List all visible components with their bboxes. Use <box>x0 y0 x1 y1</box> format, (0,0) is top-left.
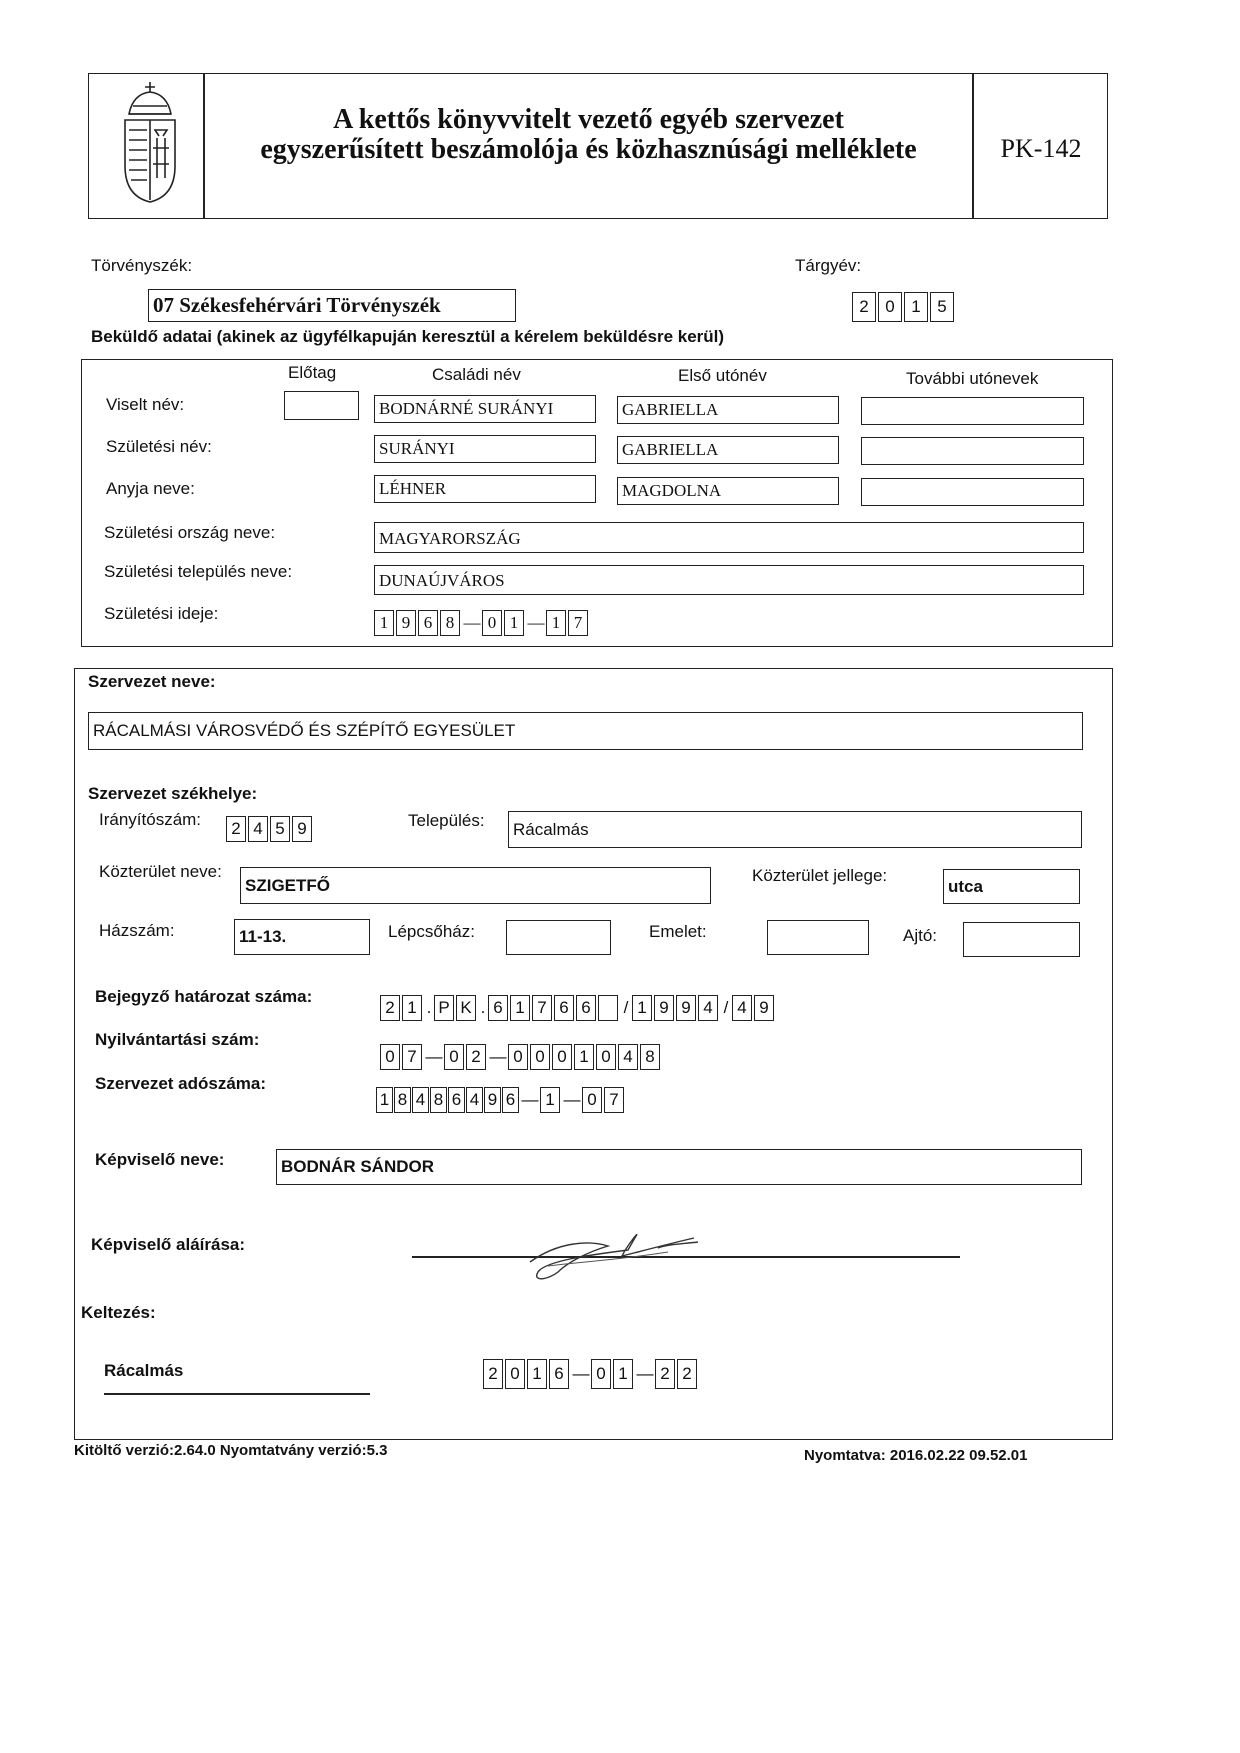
digit: 0 <box>591 1359 611 1389</box>
registry-number-label: Nyilvántartási szám: <box>95 1030 260 1049</box>
zip-label: Irányítószám: <box>99 810 202 829</box>
col-family-header: Családi név <box>432 365 521 384</box>
org-name-label: Szervezet neve: <box>88 672 216 691</box>
digit: 8 <box>430 1087 447 1113</box>
door-label: Ajtó: <box>903 926 938 945</box>
digit: 6 <box>549 1359 569 1389</box>
door-field[interactable] <box>963 922 1080 957</box>
date-separator: — <box>527 613 545 632</box>
representative-name-field[interactable]: BODNÁR SÁNDOR <box>276 1149 1082 1185</box>
digit: 6 <box>418 610 438 636</box>
street-label: Közterület neve: <box>99 862 222 881</box>
digit: 7 <box>568 610 588 636</box>
decision-separator: . <box>426 998 432 1017</box>
digit: 1 <box>546 610 566 636</box>
birth-name-label: Születési név: <box>106 437 212 456</box>
digit <box>598 995 618 1021</box>
worn-name-other-field[interactable] <box>861 397 1084 425</box>
tax-number-label: Szervezet adószáma: <box>95 1074 267 1093</box>
digit: 1 <box>510 995 530 1021</box>
form-title-line1: A kettős könyvvitelt vezető egyéb szervezet <box>333 104 844 135</box>
digit: 1 <box>374 610 394 636</box>
digit: 9 <box>754 995 774 1021</box>
decision-number-field[interactable] <box>380 993 776 1021</box>
digit: 1 <box>904 292 928 322</box>
org-seat-label: Szervezet székhelye: <box>88 784 258 803</box>
digit: 8 <box>640 1044 660 1070</box>
birth-name-first-field[interactable]: GABRIELLA <box>617 436 839 464</box>
mother-name-label: Anyja neve: <box>106 479 195 498</box>
digit: 1 <box>632 995 652 1021</box>
worn-name-label: Viselt név: <box>106 395 185 414</box>
worn-name-family-field[interactable]: BODNÁRNÉ SURÁNYI <box>374 395 596 423</box>
registry-number-field[interactable] <box>380 1042 662 1070</box>
mother-name-first-field[interactable]: MAGDOLNA <box>617 477 839 505</box>
tax-separator: — <box>521 1090 539 1109</box>
digit: 0 <box>596 1044 616 1070</box>
digit: 1 <box>613 1359 633 1389</box>
digit: 1 <box>376 1087 393 1113</box>
digit: 2 <box>677 1359 697 1389</box>
digit: 2 <box>483 1359 503 1389</box>
street-type-label: Közterület jellege: <box>752 866 888 885</box>
digit: 1 <box>540 1087 560 1113</box>
representative-name-label: Képviselő neve: <box>95 1150 225 1169</box>
digit: 4 <box>466 1087 483 1113</box>
digit: K <box>456 995 476 1021</box>
birth-date-field[interactable] <box>374 608 590 636</box>
digit: 0 <box>444 1044 464 1070</box>
digit: 9 <box>292 816 312 842</box>
digit: 0 <box>878 292 902 322</box>
tax-separator: — <box>563 1090 581 1109</box>
stair-label: Lépcsőház: <box>388 922 475 941</box>
mother-name-other-field[interactable] <box>861 478 1084 506</box>
tax-number-field[interactable] <box>376 1085 626 1113</box>
birth-country-field[interactable]: MAGYARORSZÁG <box>374 522 1084 553</box>
col-other-header: További utónevek <box>906 369 1039 388</box>
date-separator: — <box>463 613 481 632</box>
decision-separator: / <box>723 998 729 1017</box>
year-field[interactable] <box>852 292 956 322</box>
digit: 7 <box>402 1044 422 1070</box>
digit: 4 <box>248 816 268 842</box>
digit: 0 <box>582 1087 602 1113</box>
floor-field[interactable] <box>767 920 869 955</box>
footer-printed: Nyomtatva: 2016.02.22 09.52.01 <box>804 1447 1028 1464</box>
digit: 4 <box>618 1044 638 1070</box>
digit: 0 <box>505 1359 525 1389</box>
date-separator: — <box>636 1364 654 1383</box>
decision-number-label: Bejegyző határozat száma: <box>95 987 313 1006</box>
digit: 6 <box>576 995 596 1021</box>
digit: 6 <box>502 1087 519 1113</box>
digit: 5 <box>930 292 954 322</box>
handwritten-signature <box>518 1222 708 1292</box>
street-field[interactable]: SZIGETFŐ <box>240 867 711 904</box>
place-underline <box>104 1393 370 1395</box>
birth-place-label: Születési település neve: <box>104 562 293 581</box>
digit: 1 <box>574 1044 594 1070</box>
digit: 0 <box>380 1044 400 1070</box>
date-separator: — <box>572 1364 590 1383</box>
digit: 1 <box>504 610 524 636</box>
city-label: Település: <box>408 811 485 830</box>
city-field[interactable]: Rácalmás <box>508 811 1082 848</box>
zip-field[interactable] <box>226 814 314 842</box>
digit: 9 <box>484 1087 501 1113</box>
footer-version: Kitöltő verzió:2.64.0 Nyomtatvány verzió:5.3 <box>74 1442 388 1459</box>
registry-separator: — <box>425 1047 443 1066</box>
digit: 9 <box>396 610 416 636</box>
digit: 7 <box>604 1087 624 1113</box>
digit: 9 <box>676 995 696 1021</box>
birth-country-label: Születési ország neve: <box>104 523 276 542</box>
coat-of-arms-logo <box>115 78 185 208</box>
worn-name-first-field[interactable]: GABRIELLA <box>617 396 839 424</box>
org-name-field[interactable]: RÁCALMÁSI VÁROSVÉDŐ ÉS SZÉPÍTŐ EGYESÜLET <box>88 712 1083 750</box>
street-type-field[interactable]: utca <box>943 869 1080 904</box>
col-prefix-header: Előtag <box>288 363 337 382</box>
decision-separator: / <box>623 998 629 1017</box>
floor-label: Emelet: <box>649 922 707 941</box>
digit: 8 <box>394 1087 411 1113</box>
form-title-line2: egyszerűsített beszámolója és közhasznúsági melléklete <box>260 134 917 165</box>
digit: 0 <box>508 1044 528 1070</box>
digit: P <box>434 995 454 1021</box>
digit: 8 <box>440 610 460 636</box>
stair-field[interactable] <box>506 920 611 955</box>
digit: 4 <box>732 995 752 1021</box>
digit: 0 <box>552 1044 572 1070</box>
year-label: Tárgyév: <box>795 256 862 275</box>
digit: 6 <box>554 995 574 1021</box>
mother-name-family-field[interactable]: LÉHNER <box>374 475 596 503</box>
digit: 9 <box>654 995 674 1021</box>
digit: 7 <box>532 995 552 1021</box>
court-label: Törvényszék: <box>91 256 193 275</box>
digit: 5 <box>270 816 290 842</box>
birth-name-family-field[interactable]: SURÁNYI <box>374 435 596 463</box>
representative-signature-label: Képviselő aláírása: <box>91 1235 246 1254</box>
date-label: Keltezés: <box>81 1303 156 1322</box>
court-field[interactable]: 07 Székesfehérvári Törvényszék <box>148 289 516 322</box>
digit: 2 <box>226 816 246 842</box>
registry-separator: — <box>489 1047 507 1066</box>
birth-place-field[interactable]: DUNAÚJVÁROS <box>374 565 1084 595</box>
birth-date-label: Születési ideje: <box>104 604 219 623</box>
col-first-header: Első utónév <box>678 366 767 385</box>
house-number-label: Házszám: <box>99 921 175 940</box>
form-code: PK-142 <box>1000 134 1082 163</box>
digit: 0 <box>530 1044 550 1070</box>
digit: 2 <box>852 292 876 322</box>
house-number-field[interactable]: 11-13. <box>234 919 370 955</box>
digit: 2 <box>466 1044 486 1070</box>
digit: 1 <box>402 995 422 1021</box>
digit: 4 <box>412 1087 429 1113</box>
sender-heading: Beküldő adatai (akinek az ügyfélkapuján keresztül a kérelem beküldésre kerül) <box>91 327 725 346</box>
digit: 6 <box>488 995 508 1021</box>
birth-name-other-field[interactable] <box>861 437 1084 465</box>
digit: 2 <box>380 995 400 1021</box>
digit: 2 <box>655 1359 675 1389</box>
signing-date-field[interactable] <box>483 1357 699 1389</box>
worn-name-prefix-field[interactable] <box>284 391 359 420</box>
signing-place: Rácalmás <box>104 1361 184 1380</box>
decision-separator: . <box>480 998 486 1017</box>
digit: 0 <box>482 610 502 636</box>
digit: 1 <box>527 1359 547 1389</box>
digit: 6 <box>448 1087 465 1113</box>
digit: 4 <box>698 995 718 1021</box>
